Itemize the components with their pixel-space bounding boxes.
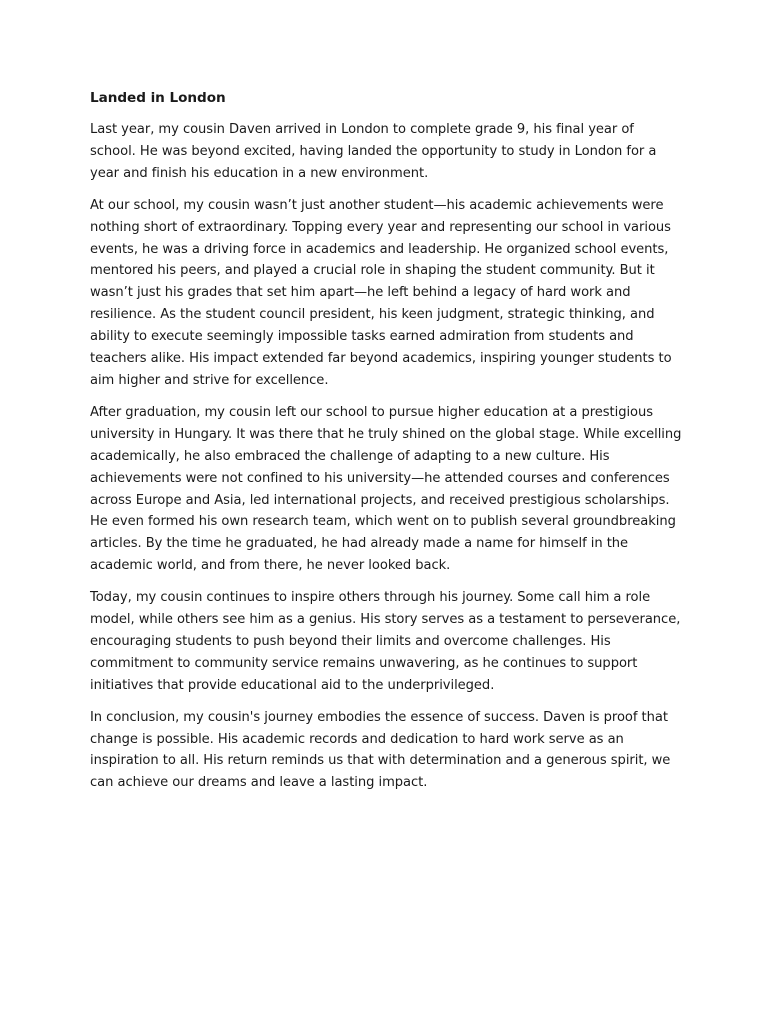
paragraph-intro: Last year, my cousin Daven arrived in London to complete grade 9, his final year of school. He was beyond excited, having landed the opportunity to study in London for a year and finish his education in a new environment. [90,122,657,181]
paragraph-conclusion: In conclusion, my cousin's journey embodies the essence of success. Daven is proof that change is possible. His academic records and dedication to hard work serve as an inspiration to all. His return reminds us that with determination and a generous spirit, we can achieve our dreams and leave a lasting impact. [90,709,671,791]
paragraph-school: At our school, my cousin wasn’t just another student—his academic achievements were nothing short of extraordinary. Topping every year and representing our school in various events, he was a driving force in academics and leadership. He organized school events, mentored his peers, and played a crucial role in shaping the student community. But it wasn’t just his grades that set him apart—he left behind a legacy of hard work and resilience. As the student council president, his keen judgment, strategic thinking, and ability to execute seemingly impossible tasks earned admiration from students and teachers alike. His impact extended far beyond academics, inspiring younger students to aim higher and strive for excellence. [90,197,672,388]
document-body [90,88,682,804]
paragraph-today: Today, my cousin continues to inspire others through his journey. Some call him a role model, while others see him as a genius. His story serves as a testament to perseverance, encouraging students to push beyond their limits and overcome challenges. His commitment to community service remains unwavering, as he continues to support initiatives that provide educational aid to the underprivileged. [90,590,681,693]
document-title: Landed in London [90,90,226,106]
paragraph-university: After graduation, my cousin left our school to pursue higher education at a prestigious university in Hungary. It was there that he truly shined on the global stage. While excelling academically, he also embraced the challenge of adapting to a new culture. His achievements were not confined to his university—he attended courses and conferences across Europe and Asia, led international projects, and received prestigious scholarships. He even formed his own research team, which went on to publish several groundbreaking articles. By the time he graduated, he had already made a name for himself in the academic world, and from there, he never looked back. [90,404,682,574]
